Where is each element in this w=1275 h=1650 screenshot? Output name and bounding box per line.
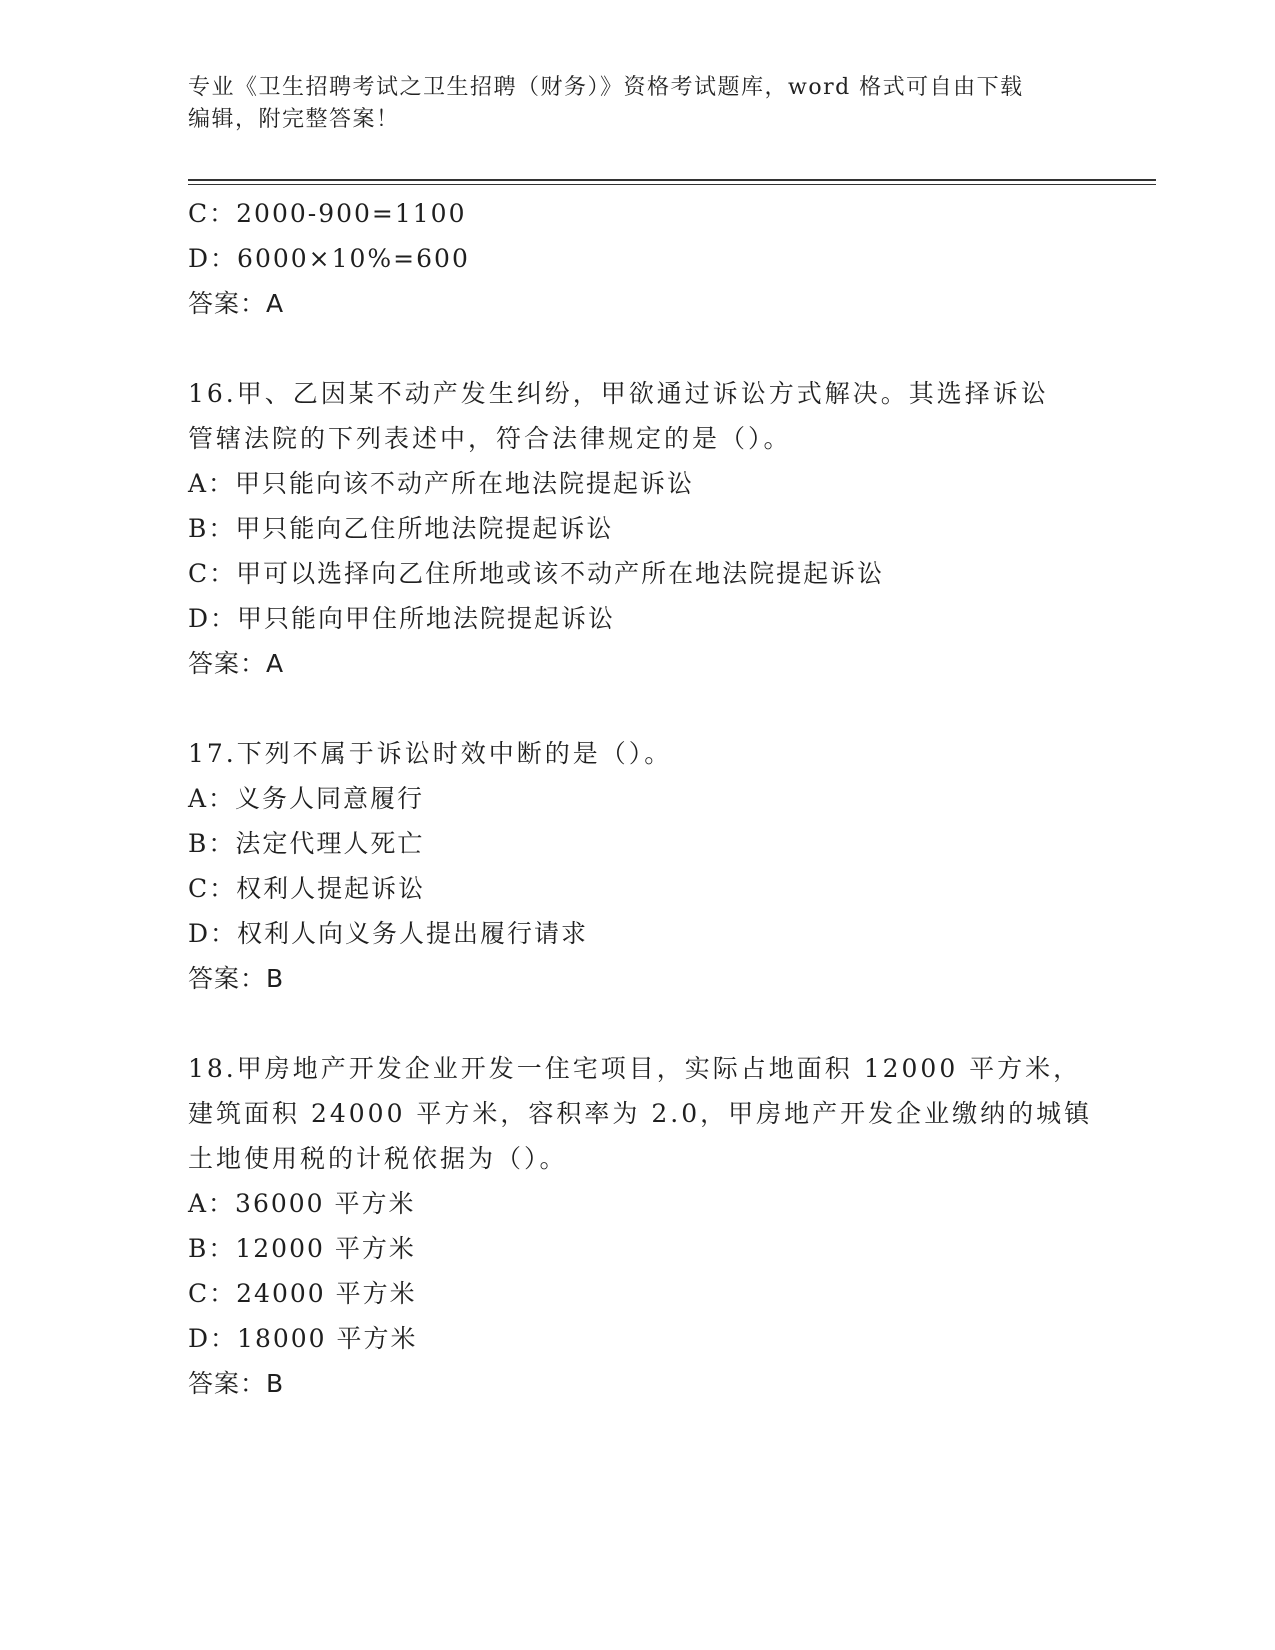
option-a: A：36000 平方米	[188, 1189, 416, 1218]
question-text: 建筑面积 24000 平方米，容积率为 2.0，甲房地产开发企业缴纳的城镇	[188, 1099, 1093, 1128]
question-content	[188, 191, 1093, 1406]
option-c: C：权利人提起诉讼	[188, 874, 426, 903]
question-16-block	[188, 371, 1088, 686]
option-c: C：甲可以选择向乙住所地或该不动产所在地法院提起诉讼	[188, 559, 885, 588]
question-text: 17.下列不属于诉讼时效中断的是（）。	[188, 739, 673, 768]
spacer	[188, 1001, 1088, 1046]
option-a: A：义务人同意履行	[188, 784, 425, 813]
document-header	[188, 72, 1088, 136]
option-c: C：2000-900=1100	[188, 199, 467, 228]
answer: 答案：A	[188, 649, 285, 678]
answer: 答案：B	[188, 964, 285, 993]
question-17-block	[188, 731, 1088, 1001]
header-divider-thick	[188, 179, 1156, 181]
header-divider-thin	[188, 184, 1156, 185]
option-b: B：甲只能向乙住所地法院提起诉讼	[188, 514, 614, 543]
question-text: 管辖法院的下列表述中，符合法律规定的是（）。	[188, 424, 792, 453]
spacer	[188, 686, 1088, 731]
question-text: 土地使用税的计税依据为（）。	[188, 1144, 568, 1173]
header-line-2: 编辑，附完整答案！	[188, 107, 400, 132]
option-d: D：6000×10%=600	[188, 244, 470, 273]
option-b: B：12000 平方米	[188, 1234, 416, 1263]
answer: 答案：A	[188, 289, 285, 318]
option-b: B：法定代理人死亡	[188, 829, 425, 858]
spacer	[188, 326, 1088, 371]
option-d: D：甲只能向甲住所地法院提起诉讼	[188, 604, 616, 633]
option-c: C：24000 平方米	[188, 1279, 417, 1308]
option-a: A：甲只能向该不动产所在地法院提起诉讼	[188, 469, 695, 498]
answer: 答案：B	[188, 1369, 285, 1398]
question-18-block	[188, 1046, 1093, 1406]
question-text: 18.甲房地产开发企业开发一住宅项目，实际占地面积 12000 平方米，	[188, 1054, 1082, 1083]
prev-question-block	[188, 191, 1088, 326]
option-d: D：18000 平方米	[188, 1324, 418, 1353]
option-d: D：权利人向义务人提出履行请求	[188, 919, 589, 948]
header-line-1: 专业《卫生招聘考试之卫生招聘（财务）》资格考试题库，word 格式可自由下载	[188, 75, 1024, 100]
question-text: 16.甲、乙因某不动产发生纠纷，甲欲通过诉讼方式解决。其选择诉讼	[188, 379, 1049, 408]
